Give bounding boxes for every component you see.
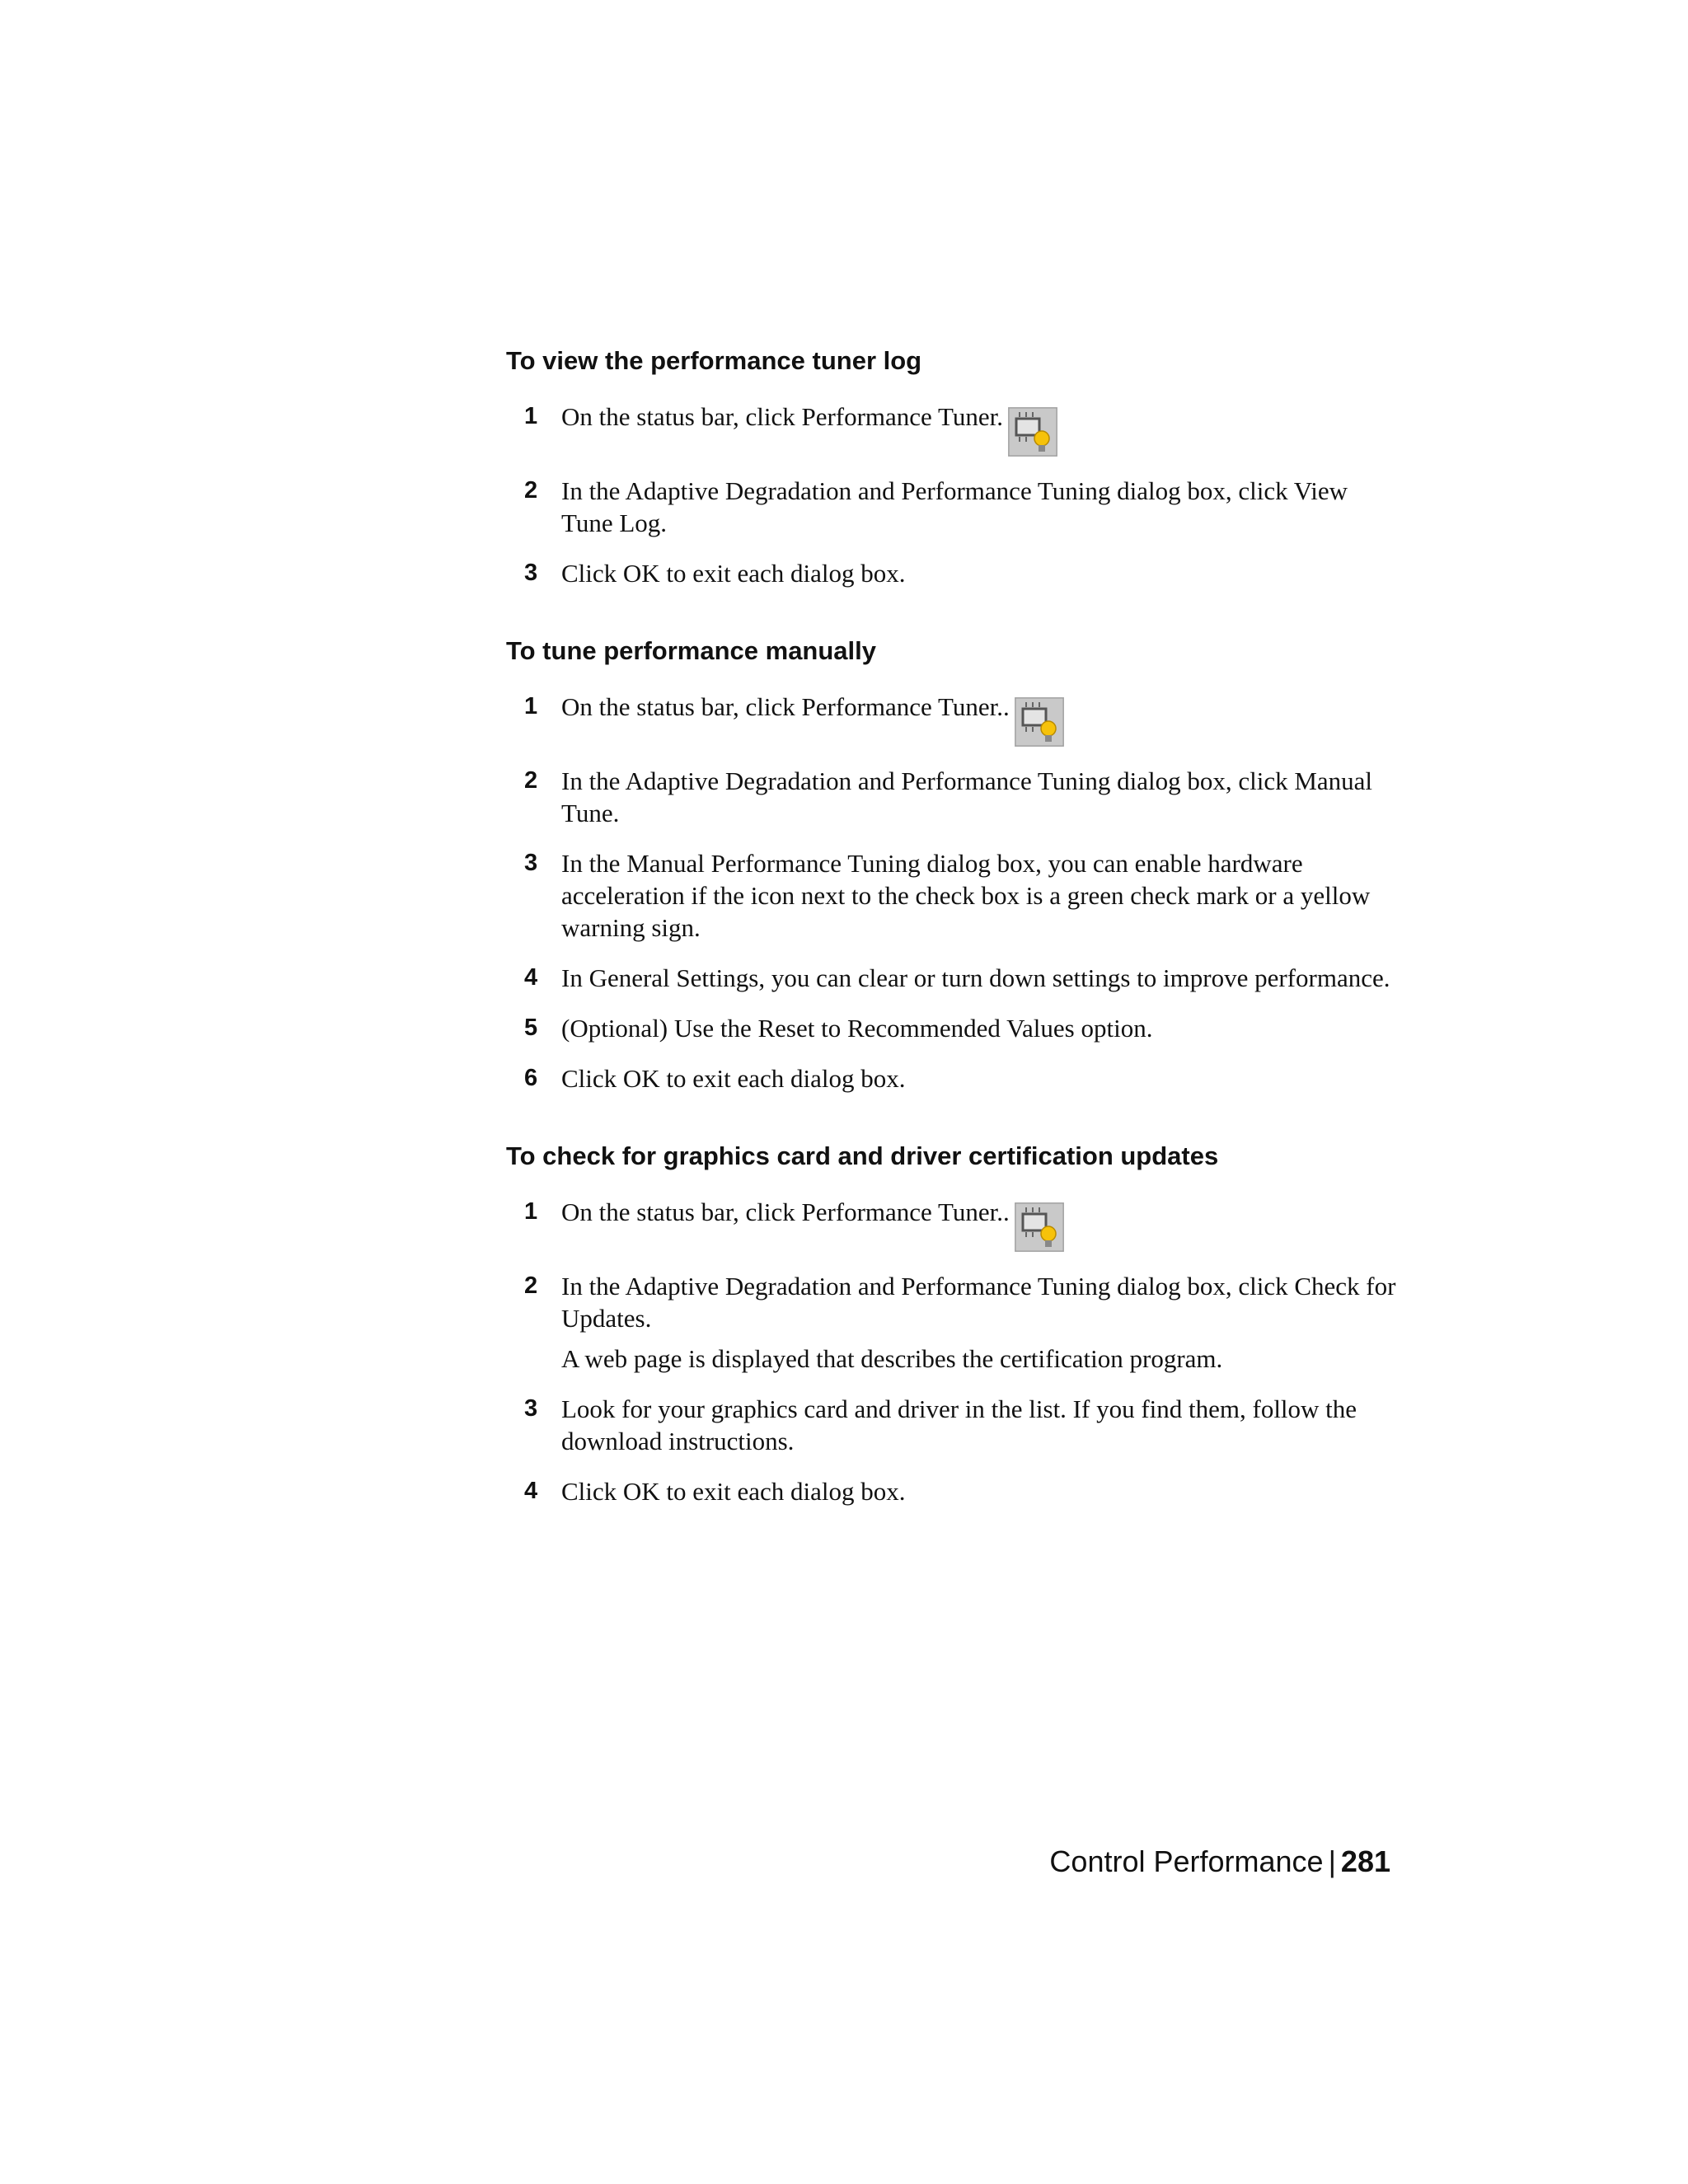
step-number: 1 [524,403,538,429]
step-text: Click OK to exit each dialog box. [561,559,906,588]
page-footer [1049,1844,1390,1879]
section-title: To view the performance tuner log [506,346,922,375]
list-item [506,962,1396,994]
step-number: 6 [524,1065,538,1091]
step-number: 1 [524,1198,538,1225]
step-text: In General Settings, you can clear or turn down settings to improve performance. [561,963,1390,992]
step-number: 4 [524,1478,538,1504]
list-item [506,1270,1396,1375]
step-text: On the status bar, click Performance Tuner. [561,402,1003,431]
performance-tuner-icon [1015,697,1064,747]
section-title: To check for graphics card and driver certification updates [506,1141,1219,1170]
section-title: To tune performance manually [506,636,877,665]
step-number: 2 [524,1272,538,1299]
step-text: In the Manual Performance Tuning dialog box, you can enable hardware acceleration if the icon next to the check box is a green check mark or a yellow warning sign. [561,849,1371,942]
list-item [506,1475,1396,1507]
performance-tuner-icon [1008,407,1057,457]
step-number: 3 [524,850,538,876]
step-text-container [561,401,1396,457]
list-item [506,1393,1396,1457]
list-item [506,765,1396,829]
steps-list [506,401,1396,589]
step-text-container [561,1270,1396,1375]
step-text: Click OK to exit each dialog box. [561,1477,906,1506]
step-text: In the Adaptive Degradation and Performance Tuning dialog box, click Check for Updates. [561,1272,1396,1333]
step-number: 1 [524,693,538,719]
step-text: (Optional) Use the Reset to Recommended Values option. [561,1014,1153,1043]
step-number: 4 [524,964,538,991]
step-text: On the status bar, click Performance Tuner.. [561,692,1010,721]
step-note: A web page is displayed that describes the certification program. [561,1344,1223,1373]
list-item [506,1196,1396,1252]
footer-separator: | [1328,1844,1336,1878]
list-item [506,1012,1396,1044]
page-content [506,344,1396,1507]
step-number: 5 [524,1015,538,1041]
steps-list [506,691,1396,1094]
list-item [506,401,1396,457]
steps-list [506,1196,1396,1507]
step-text: Look for your graphics card and driver in the list. If you find them, follow the download instructions. [561,1394,1357,1455]
step-number: 3 [524,560,538,586]
step-text: In the Adaptive Degradation and Performance Tuning dialog box, click View Tune Log. [561,476,1348,537]
step-text: On the status bar, click Performance Tuner.. [561,1197,1010,1226]
step-number: 2 [524,477,538,504]
step-text: Click OK to exit each dialog box. [561,1064,906,1093]
list-item [506,691,1396,747]
page-number: 281 [1340,1844,1390,1878]
section-view-tuner-log [506,344,1396,589]
list-item [506,475,1396,539]
footer-section-name: Control Performance [1049,1844,1324,1878]
section-tune-manually [506,635,1396,1094]
step-number: 3 [524,1395,538,1422]
list-item [506,557,1396,589]
list-item [506,1062,1396,1094]
step-number: 2 [524,767,538,794]
section-check-updates [506,1140,1396,1507]
list-item [506,847,1396,944]
step-text: In the Adaptive Degradation and Performance Tuning dialog box, click Manual Tune. [561,766,1373,827]
performance-tuner-icon [1015,1202,1064,1252]
step-text-container [561,691,1396,747]
step-text-container [561,1196,1396,1252]
